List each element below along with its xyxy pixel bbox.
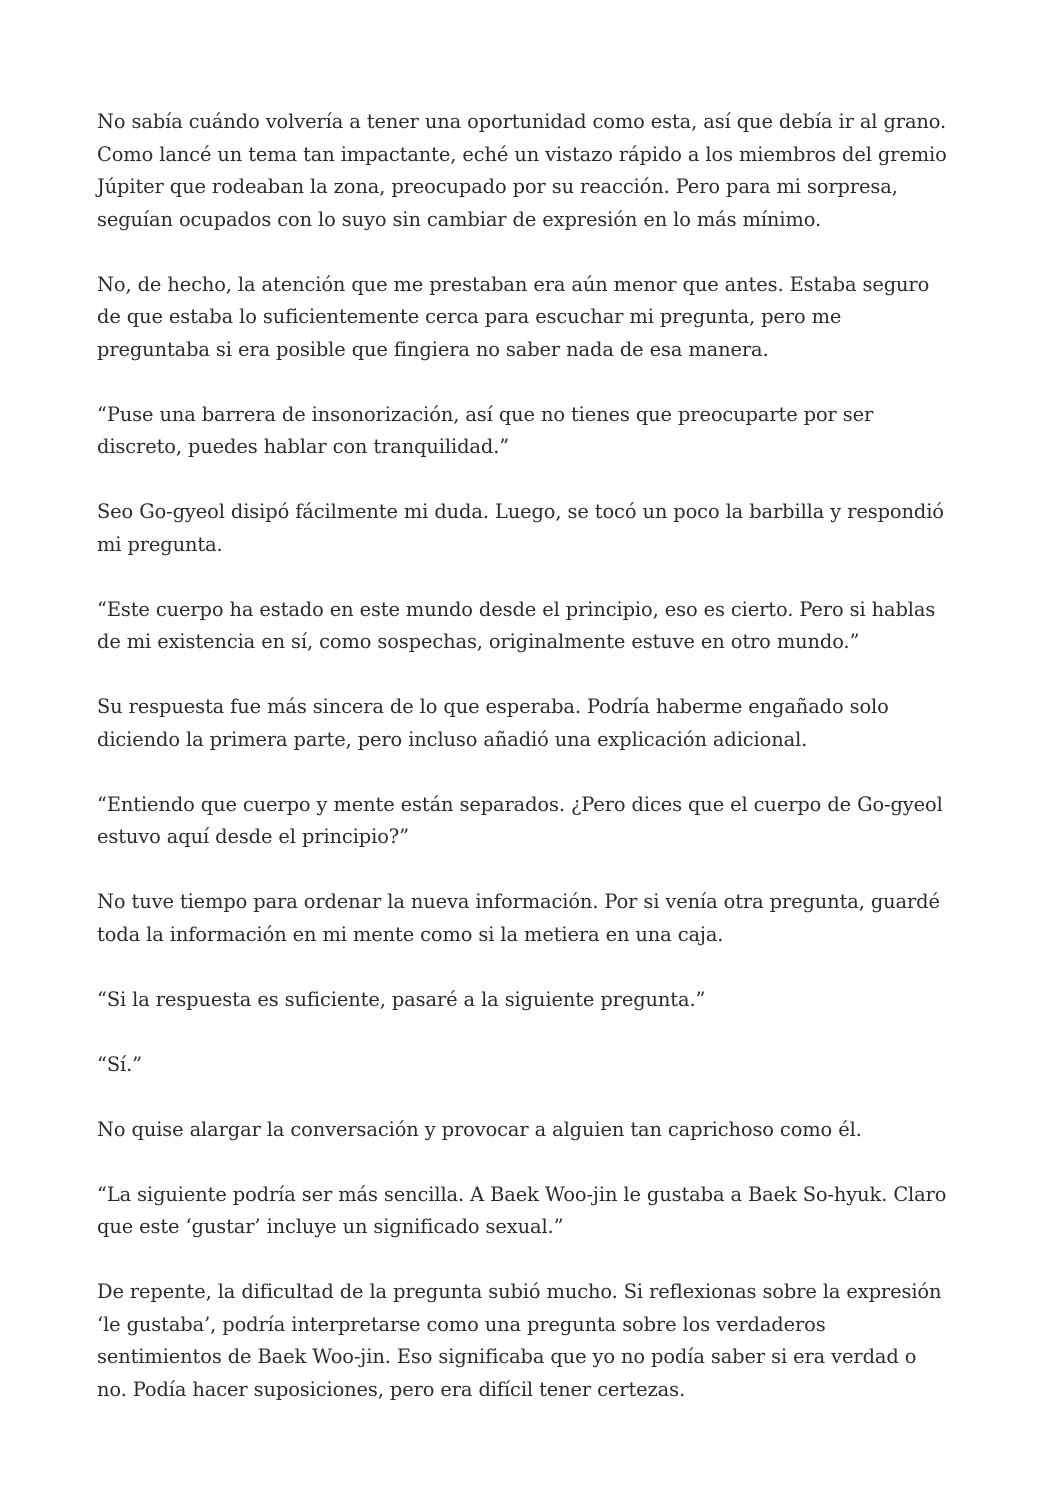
paragraph: Su respuesta fue más sincera de lo que esperaba. Podría haberme engañado solo diciendo la primera parte, pero incluso añadió una explicación adicional. [97, 695, 889, 751]
paragraph: No tuve tiempo para ordenar la nueva información. Por si venía otra pregunta, guardé toda la información en mi mente como si la metiera en una caja. [97, 890, 940, 946]
paragraph: De repente, la dificultad de la pregunta subió mucho. Si reflexionas sobre la expresión ‘le gustaba’, podría interpretarse como una pregunta sobre los verdaderos sentimientos de Baek Woo-jin. Eso significaba que yo no podía saber si era verdad o no. Podía hacer suposiciones, pero era difícil tener certezas. [97, 1280, 942, 1401]
paragraph: No quise alargar la conversación y provocar a alguien tan caprichoso como él. [97, 1117, 862, 1141]
paragraph: “Entiendo que cuerpo y mente están separados. ¿Pero dices que el cuerpo de Go-gyeol estuvo aquí desde el principio?” [97, 792, 943, 848]
document-page [97, 106, 947, 1439]
paragraph: No, de hecho, la atención que me prestaban era aún menor que antes. Estaba seguro de que estaba lo suficientemente cerca para escuchar mi pregunta, pero me preguntaba si era posible que fingiera no saber nada de esa manera. [97, 272, 930, 361]
paragraph: “Este cuerpo ha estado en este mundo desde el principio, eso es cierto. Pero si hablas de mi existencia en sí, como sospechas, originalmente estuve en otro mundo.” [97, 597, 936, 653]
paragraph: “Si la respuesta es suficiente, pasaré a la siguiente pregunta.” [97, 987, 706, 1011]
paragraph: Seo Go-gyeol disipó fácilmente mi duda. Luego, se tocó un poco la barbilla y respondió mi pregunta. [97, 500, 944, 556]
paragraph: “Puse una barrera de insonorización, así que no tienes que preocuparte por ser discreto, puedes hablar con tranquilidad.” [97, 402, 874, 458]
paragraph: “La siguiente podría ser más sencilla. A Baek Woo-jin le gustaba a Baek So-hyuk. Claro que este ‘gustar’ incluye un significado sexual.” [97, 1182, 947, 1238]
paragraph: No sabía cuándo volvería a tener una oportunidad como esta, así que debía ir al grano. Como lancé un tema tan impactante, eché un vistazo rápido a los miembros del gremio Júpiter que rodeaban la zona, preocupado por su reacción. Pero para mi sorpresa, seguían ocupados con lo suyo sin cambiar de expresión en lo más mínimo. [97, 110, 947, 231]
paragraph: “Sí.” [97, 1052, 142, 1076]
